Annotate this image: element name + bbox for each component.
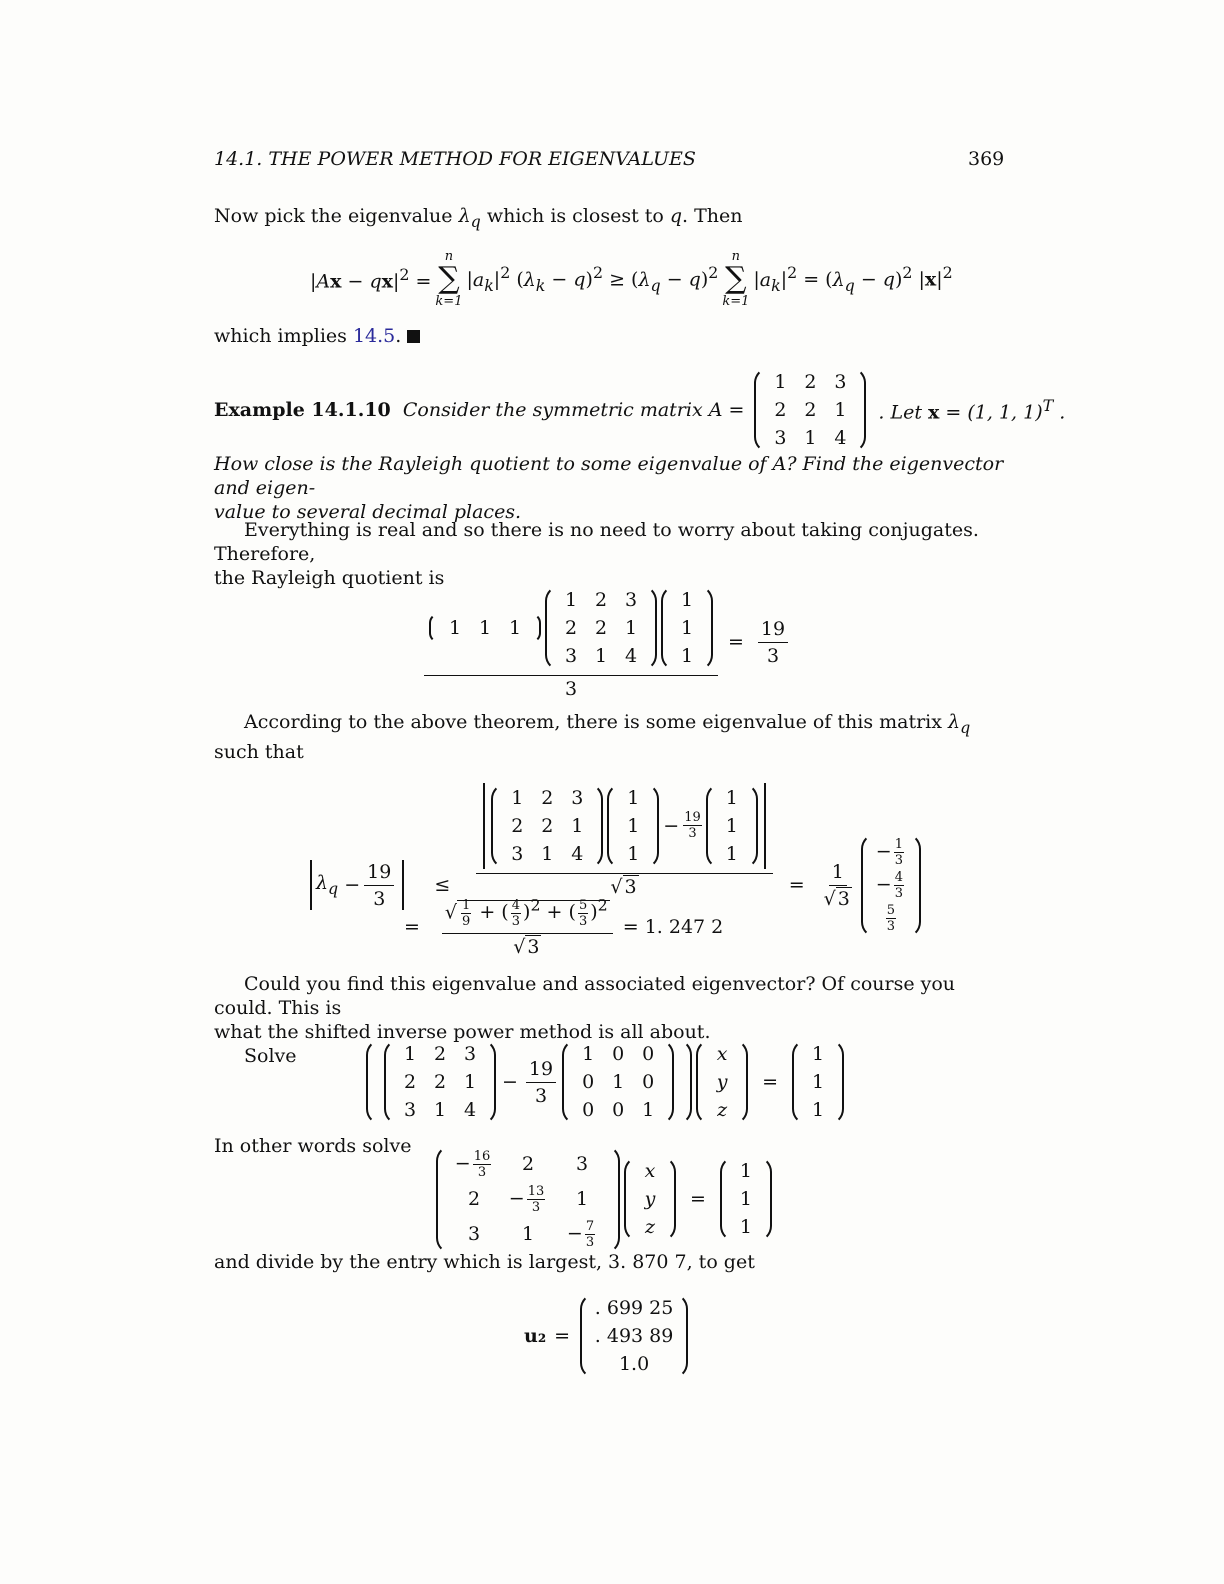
paragraph-eigenvalue-pick: Now pick the eigenvalue $\lambda_q$ which is closest to q. Then	[214, 205, 743, 231]
equation-u2: u₂ = . 699 25 . 493 89 1.0	[524, 1292, 690, 1380]
equation-reference-link[interactable]: 14.5	[352, 325, 396, 347]
matrix-a: 1 2 3 2 2 1 3 1 4	[754, 367, 866, 453]
u2-vector: . 699 25 . 493 89 1.0	[580, 1293, 688, 1379]
example-label: Example 14.1.10	[214, 399, 391, 421]
paragraph-inverse-power: Could you find this eigenvalue and associated eigenvector? Of course you could. This is what the shifted inverse power method is all about. Solve	[214, 973, 956, 1067]
example-statement: Example 14.1.10 Consider the symmetric matrix A = 1 2 3 2 2 1 3 1 4 . Let x = (1, 1, 1)$^T$ .	[214, 366, 1065, 454]
qed-square-icon	[407, 330, 420, 343]
residual-vector: − $\frac{1}{3}$ − $\frac{4}{3}$ $\frac{5}{3}$	[861, 833, 921, 938]
paragraph-rayleigh-intro: Everything is real and so there is no need to worry about taking conjugates. Therefore, the Rayleigh quotient is	[214, 519, 979, 589]
paragraph-other-words: In other words solve	[214, 1135, 412, 1157]
page-number: 369	[968, 148, 1005, 170]
equation-bound-value: = √ $\frac{1}{9}$ + ( $\frac{4}{3}$ )$^2$ + ( $\frac{5}{3}$ )$^2$ √ 3 = 1. 247 2	[404, 896, 724, 958]
bound-value: 1. 247 2	[644, 916, 724, 938]
equation-shifted-system: 1 2 3 2 2 1 3 1 4 − $\frac{19}{3}$ 1 0 0 0 1 0 0 0 1 x y z = 1 1 1	[364, 1038, 846, 1126]
equation-eigenvalue-bound: $\lambda_q$ − $\frac{19}{3}$ ≤ 1 2 3 2 2 1 3 1 4 1 1 1 − $\frac{19}{3}$ 1 1 1 √ 3 = $\frac{1}{√ 3}$ − $\frac{1}{3}$ − $\frac{4}{3}$ $\frac{5}{3}$	[306, 752, 923, 928]
example-text: Consider the symmetric matrix A =	[402, 399, 745, 421]
equation-norm-expansion: $|Ax - qx|^2$ = n ∑ k=1 $|a_k|^2$ $(\lambda_k - q)^2 \ge (\lambda_q - q)^2$ n ∑ k=1 $|a_k|^2 = (\lambda_q - q)^2$ $|x|^2$	[310, 249, 953, 309]
paragraph-implies: which implies 14.5.	[214, 324, 1004, 348]
u2-label: u₂	[524, 1325, 547, 1347]
running-header: 14.1. THE POWER METHOD FOR EIGENVALUES	[214, 148, 696, 170]
example-continuation: How close is the Rayleigh quotient to some eigenvalue of A? Find the eigenvector and eigen- value to several decimal places.	[214, 453, 1004, 523]
paragraph-divide-largest: and divide by the entry which is largest, 3. 870 7, to get	[214, 1251, 755, 1273]
equation-rayleigh-quotient: 1 1 1 1 2 3 2 2 1 3 1 4 1 1 1 3 = $\frac{19}{3}$	[424, 584, 792, 700]
paragraph-theorem: According to the above theorem, there is some eigenvalue of this matrix $\lambda_q$ such that	[214, 711, 971, 763]
equation-shifted-matrix: − $\frac{16}{3}$ 2 3 2 − $\frac{13}{3}$ 1 3 1 − $\frac{7}{3}$ x y z = 1 1 1	[434, 1154, 774, 1244]
